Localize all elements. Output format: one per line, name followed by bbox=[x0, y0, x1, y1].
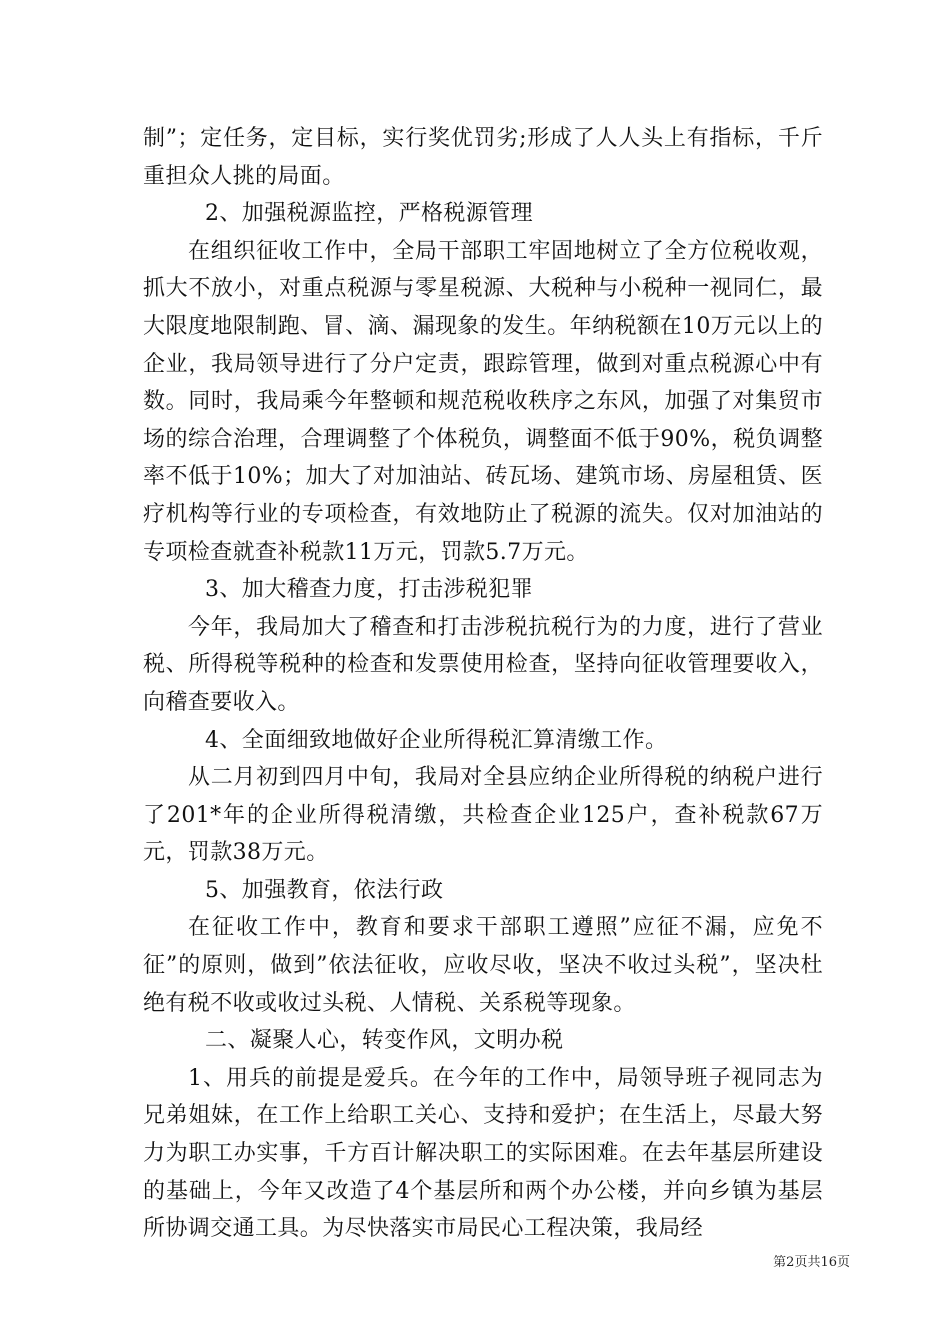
paragraph-lawful-administration: 在征收工作中，教育和要求干部职工遵照”应征不漏，应免不征”的原则，做到”依法征收，应收尽收，坚决不收过头税”，坚决杜绝有税不收或收过头税、人情税、关系税等现象。 bbox=[143, 915, 823, 1016]
page-number-footer: 第2页共16页 bbox=[773, 1255, 850, 1270]
paragraph-continuation: 制”；定任务，定目标，实行奖优罚劣;形成了人人头上有指标，千斤重担众人挑的局面。 bbox=[143, 126, 823, 189]
paragraph-tax-source-monitoring: 在组织征收工作中，全局干部职工牢固地树立了全方位税收观，抓大不放小，对重点税源与零星税源、大税种与小税种一视同仁，最大限度地限制跑、冒、滴、漏现象的发生。年纳税额在10万元以上的企业，我局领导进行了分户定责，跟踪管理，做到对重点税源心中有数。同时，我局乘今年整顿和规范税收秩序之东风，加强了对集贸市场的综合治理，合理调整了个体税负，调整面不低于90%，税负调整率不低于10%；加大了对加油站、砖瓦场、建筑市场、房屋租赁、医疗机构等行业的专项检查，有效地防止了税源的流失。仅对加油站的专项检查就查补税款11万元，罚款5.7万元。 bbox=[143, 238, 823, 565]
paragraph-staff-care: 1、用兵的前提是爱兵。在今年的工作中，局领导班子视同志为兄弟姐妹，在工作上给职工关心、支持和爱护；在生活上，尽最大努力为职工办实事，千方百计解决职工的实际困难。在去年基层所建设的基础上，今年又改造了4个基层所和两个办公楼，并向乡镇为基层所协调交通工具。为尽快落实市局民心工程决策，我局经 bbox=[143, 1065, 823, 1242]
section-heading-2: 2、加强税源监控，严格税源管理 bbox=[205, 201, 533, 227]
section-heading-4: 4、全面细致地做好企业所得税汇算清缴工作。 bbox=[205, 727, 668, 753]
paragraph-audit-enforcement: 今年，我局加大了稽查和打击涉税抗税行为的力度，进行了营业税、所得税等税种的检查和发票使用检查，坚持向征收管理要收入，向稽查要收入。 bbox=[143, 614, 823, 715]
paragraph-income-tax-settlement: 从二月初到四月中旬，我局对全县应纳企业所得税的纳税户进行了201*年的企业所得税清缴，共检查企业125户，查补税款67万元，罚款38万元。 bbox=[143, 765, 823, 866]
document-body bbox=[143, 120, 823, 1248]
section-heading-5: 5、加强教育，依法行政 bbox=[205, 877, 444, 903]
section-heading-part-2: 二、凝聚人心，转变作风，文明办税 bbox=[205, 1028, 564, 1054]
section-heading-3: 3、加大稽查力度，打击涉税犯罪 bbox=[205, 577, 533, 603]
